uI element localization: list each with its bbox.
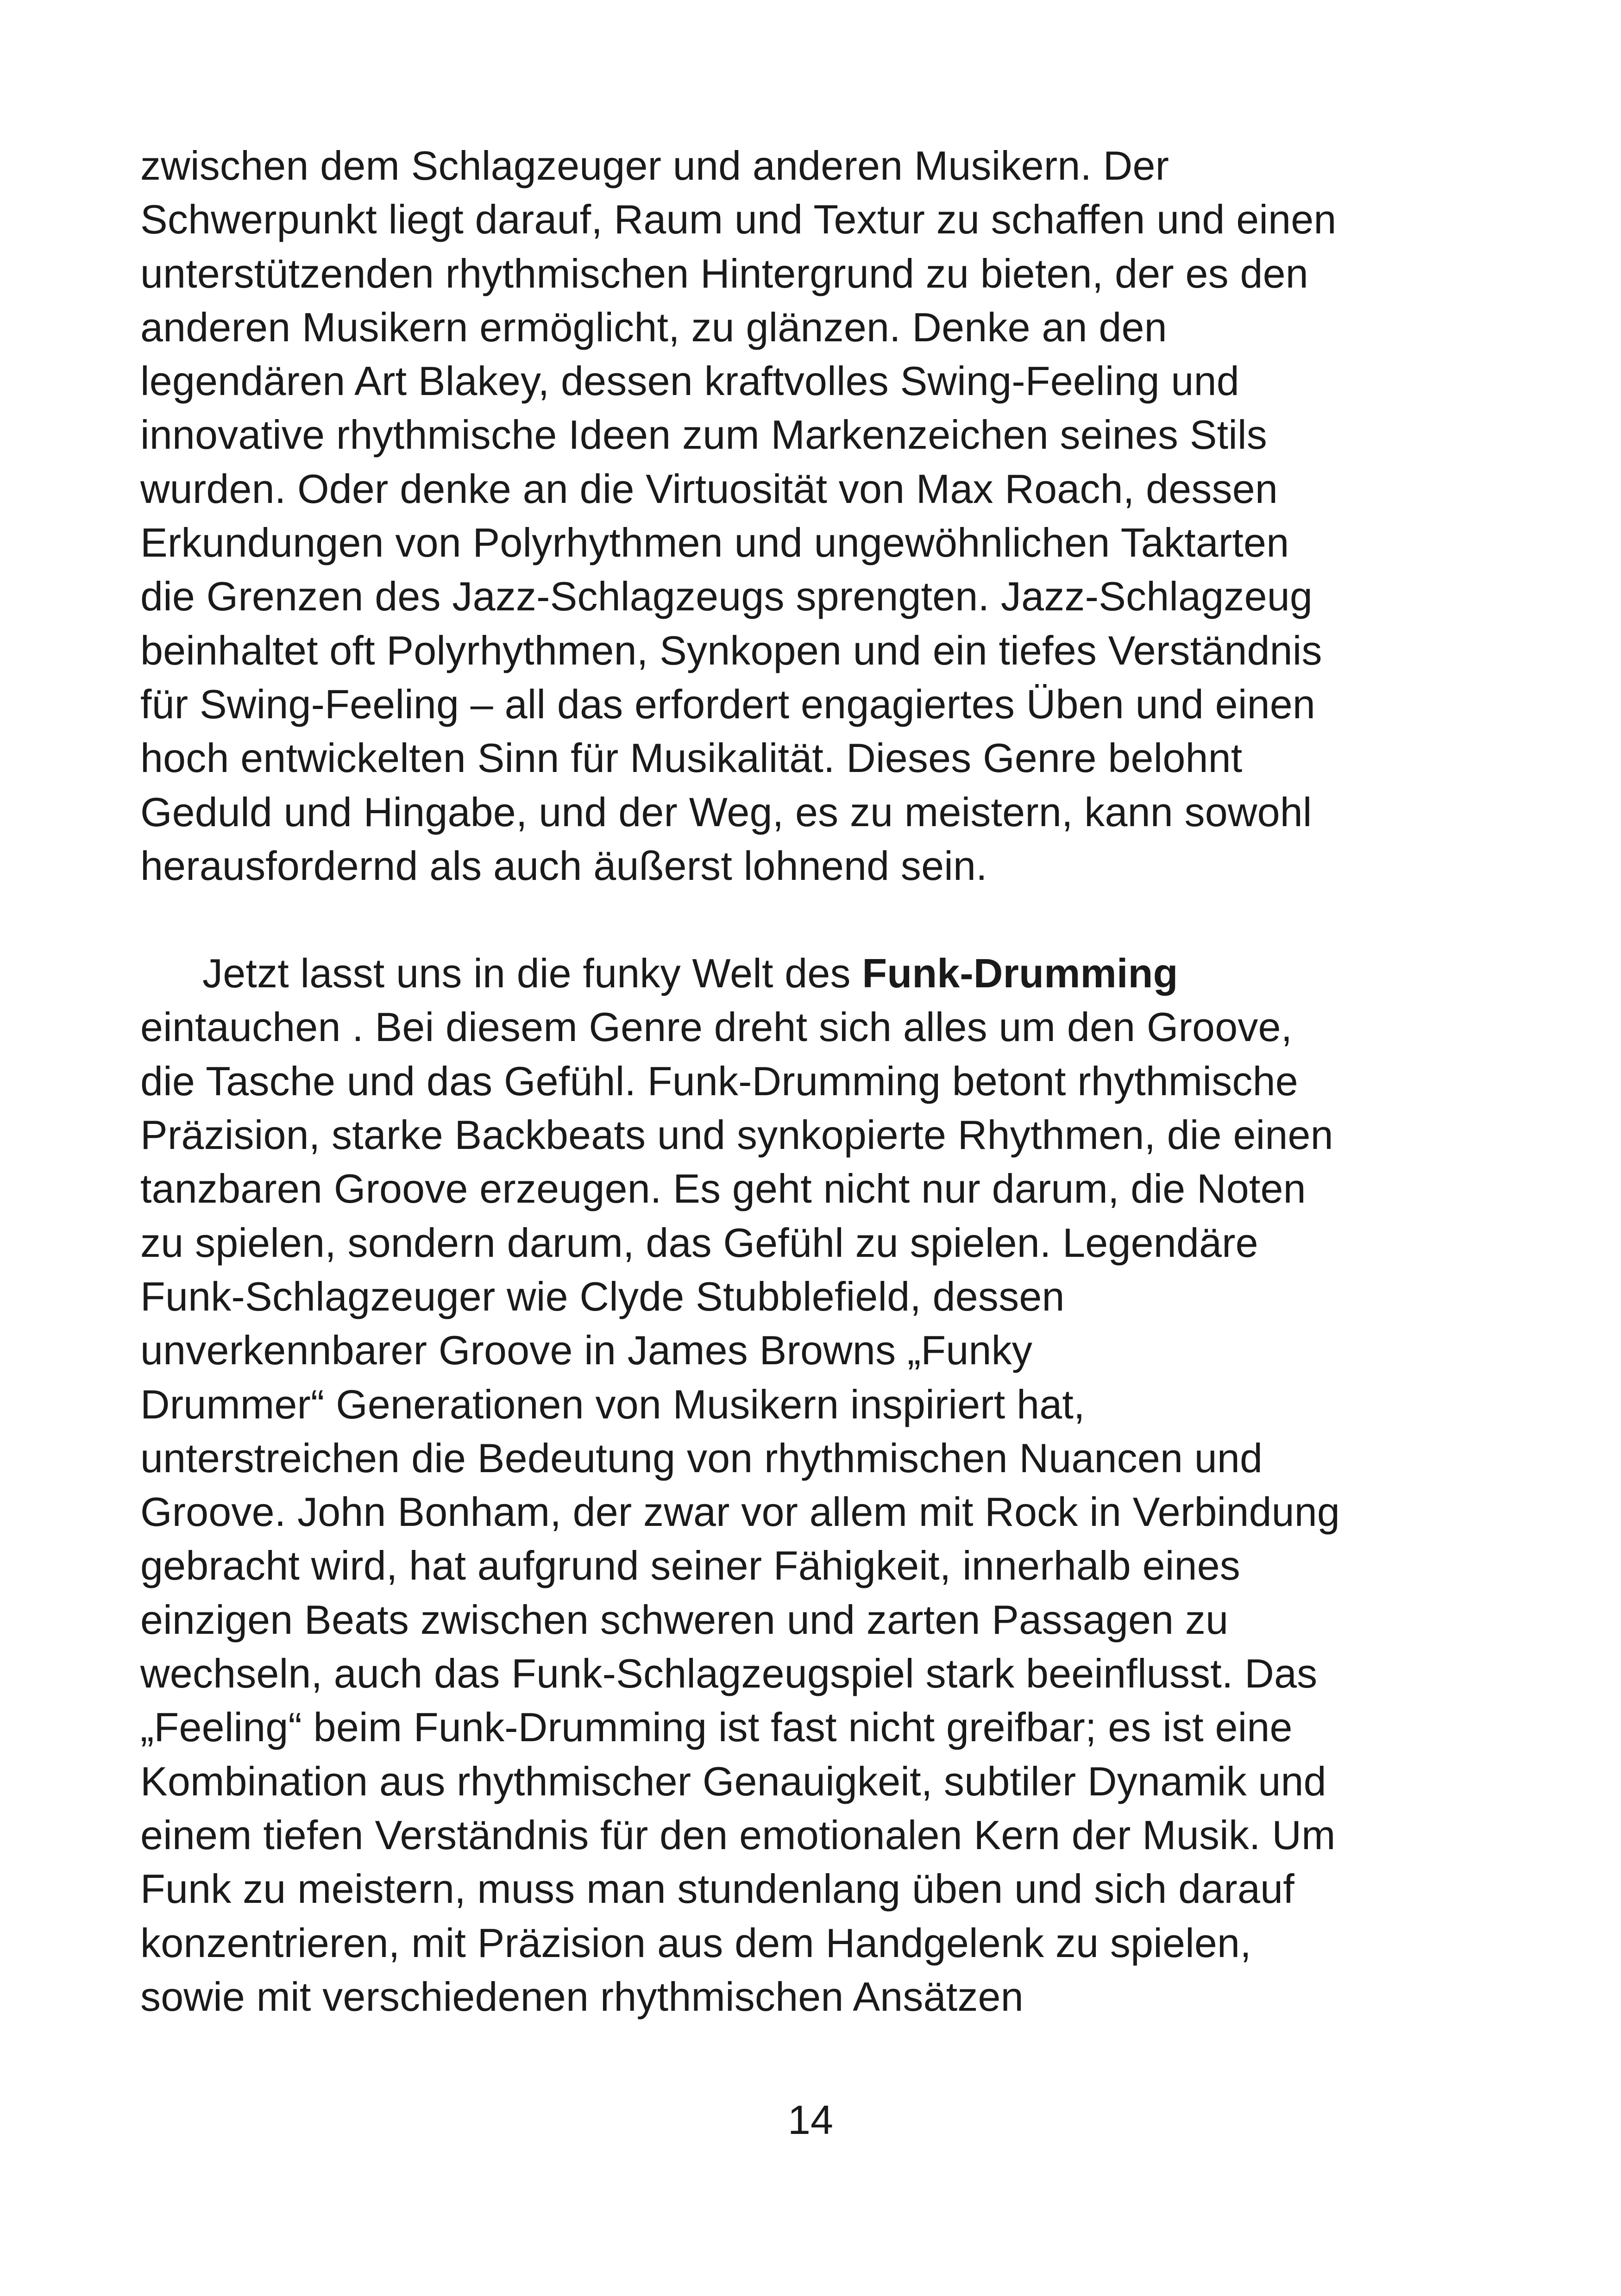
text-line: Erkundungen von Polyrhythmen und ungewöhnlichen Taktarten xyxy=(140,520,1289,566)
text-line: einem tiefen Verständnis für den emotionalen Kern der Musik. Um xyxy=(140,1812,1336,1858)
text-line: innovative rhythmische Ideen zum Markenzeichen seines Stils xyxy=(140,412,1267,458)
text-line: die Tasche und das Gefühl. Funk-Drumming betont rhythmische xyxy=(140,1058,1298,1104)
text-line: Geduld und Hingabe, und der Weg, es zu meistern, kann sowohl xyxy=(140,789,1312,835)
text-line: konzentrieren, mit Präzision aus dem Handgelenk zu spielen, xyxy=(140,1920,1251,1966)
paragraph-spacer xyxy=(140,893,1507,947)
text-line: Kombination aus rhythmischer Genauigkeit, subtiler Dynamik und xyxy=(140,1758,1326,1804)
text-line: wechseln, auch das Funk-Schlagzeugspiel stark beeinflusst. Das xyxy=(140,1650,1318,1697)
text-line: Funk-Schlagzeuger wie Clyde Stubblefield, dessen xyxy=(140,1273,1065,1319)
body-text xyxy=(140,139,1507,2024)
text-line: eintauchen . Bei diesem Genre dreht sich alles um den Groove, xyxy=(140,1004,1293,1050)
text-line: „Feeling“ beim Funk-Drumming ist fast nicht greifbar; es ist eine xyxy=(140,1704,1293,1750)
text-line: Groove. John Bonham, der zwar vor allem mit Rock in Verbindung xyxy=(140,1489,1340,1535)
text-line: legendären Art Blakey, dessen kraftvolles Swing-Feeling und xyxy=(140,358,1239,404)
text-line: gebracht wird, hat aufgrund seiner Fähigkeit, innerhalb eines xyxy=(140,1543,1240,1589)
text-line: Drummer“ Generationen von Musikern inspiriert hat, xyxy=(140,1381,1085,1427)
text-line: unterstreichen die Bedeutung von rhythmischen Nuancen und xyxy=(140,1435,1263,1481)
text-line: sowie mit verschiedenen rhythmischen Ansätzen xyxy=(140,1973,1024,2020)
text-line: einzigen Beats zwischen schweren und zarten Passagen zu xyxy=(140,1596,1229,1643)
text-line: zu spielen, sondern darum, das Gefühl zu spielen. Legendäre xyxy=(140,1219,1258,1266)
text-line-first xyxy=(140,947,1507,1000)
text-line: zwischen dem Schlagzeuger und anderen Musikern. Der xyxy=(140,143,1169,188)
bold-term-funk-drumming: Funk-Drumming xyxy=(862,950,1178,997)
text-segment: Jetzt lasst uns in die funky Welt des xyxy=(202,950,862,997)
text-line: Schwerpunkt liegt darauf, Raum und Textur zu schaffen und einen xyxy=(140,196,1337,243)
text-line: unterstützenden rhythmischen Hintergrund zu bieten, der es den xyxy=(140,250,1308,296)
text-line: die Grenzen des Jazz-Schlagzeugs sprengten. Jazz-Schlagzeug xyxy=(140,573,1313,620)
text-line: herausfordernd als auch äußerst lohnend sein. xyxy=(140,842,987,889)
text-line: tanzbaren Groove erzeugen. Es geht nicht nur darum, die Noten xyxy=(140,1166,1306,1212)
text-line: für Swing-Feeling – all das erfordert engagiertes Üben und einen xyxy=(140,681,1315,727)
text-line: unverkennbarer Groove in James Browns „Funky xyxy=(140,1327,1033,1374)
paragraph-funk-drumming xyxy=(140,947,1507,2024)
text-line: wurden. Oder denke an die Virtuosität von Max Roach, dessen xyxy=(140,465,1278,512)
text-line: anderen Musikern ermöglicht, zu glänzen. Denke an den xyxy=(140,304,1167,350)
text-line: beinhaltet oft Polyrhythmen, Synkopen und ein tiefes Verständnis xyxy=(140,627,1322,673)
page-number: 14 xyxy=(788,2097,833,2143)
text-line: hoch entwickelten Sinn für Musikalität. Dieses Genre belohnt xyxy=(140,735,1243,781)
paragraph-jazz-drumming xyxy=(140,139,1507,893)
text-line: Funk zu meistern, muss man stundenlang üben und sich darauf xyxy=(140,1866,1294,1912)
text-line: Präzision, starke Backbeats und synkopierte Rhythmen, die einen xyxy=(140,1112,1333,1158)
